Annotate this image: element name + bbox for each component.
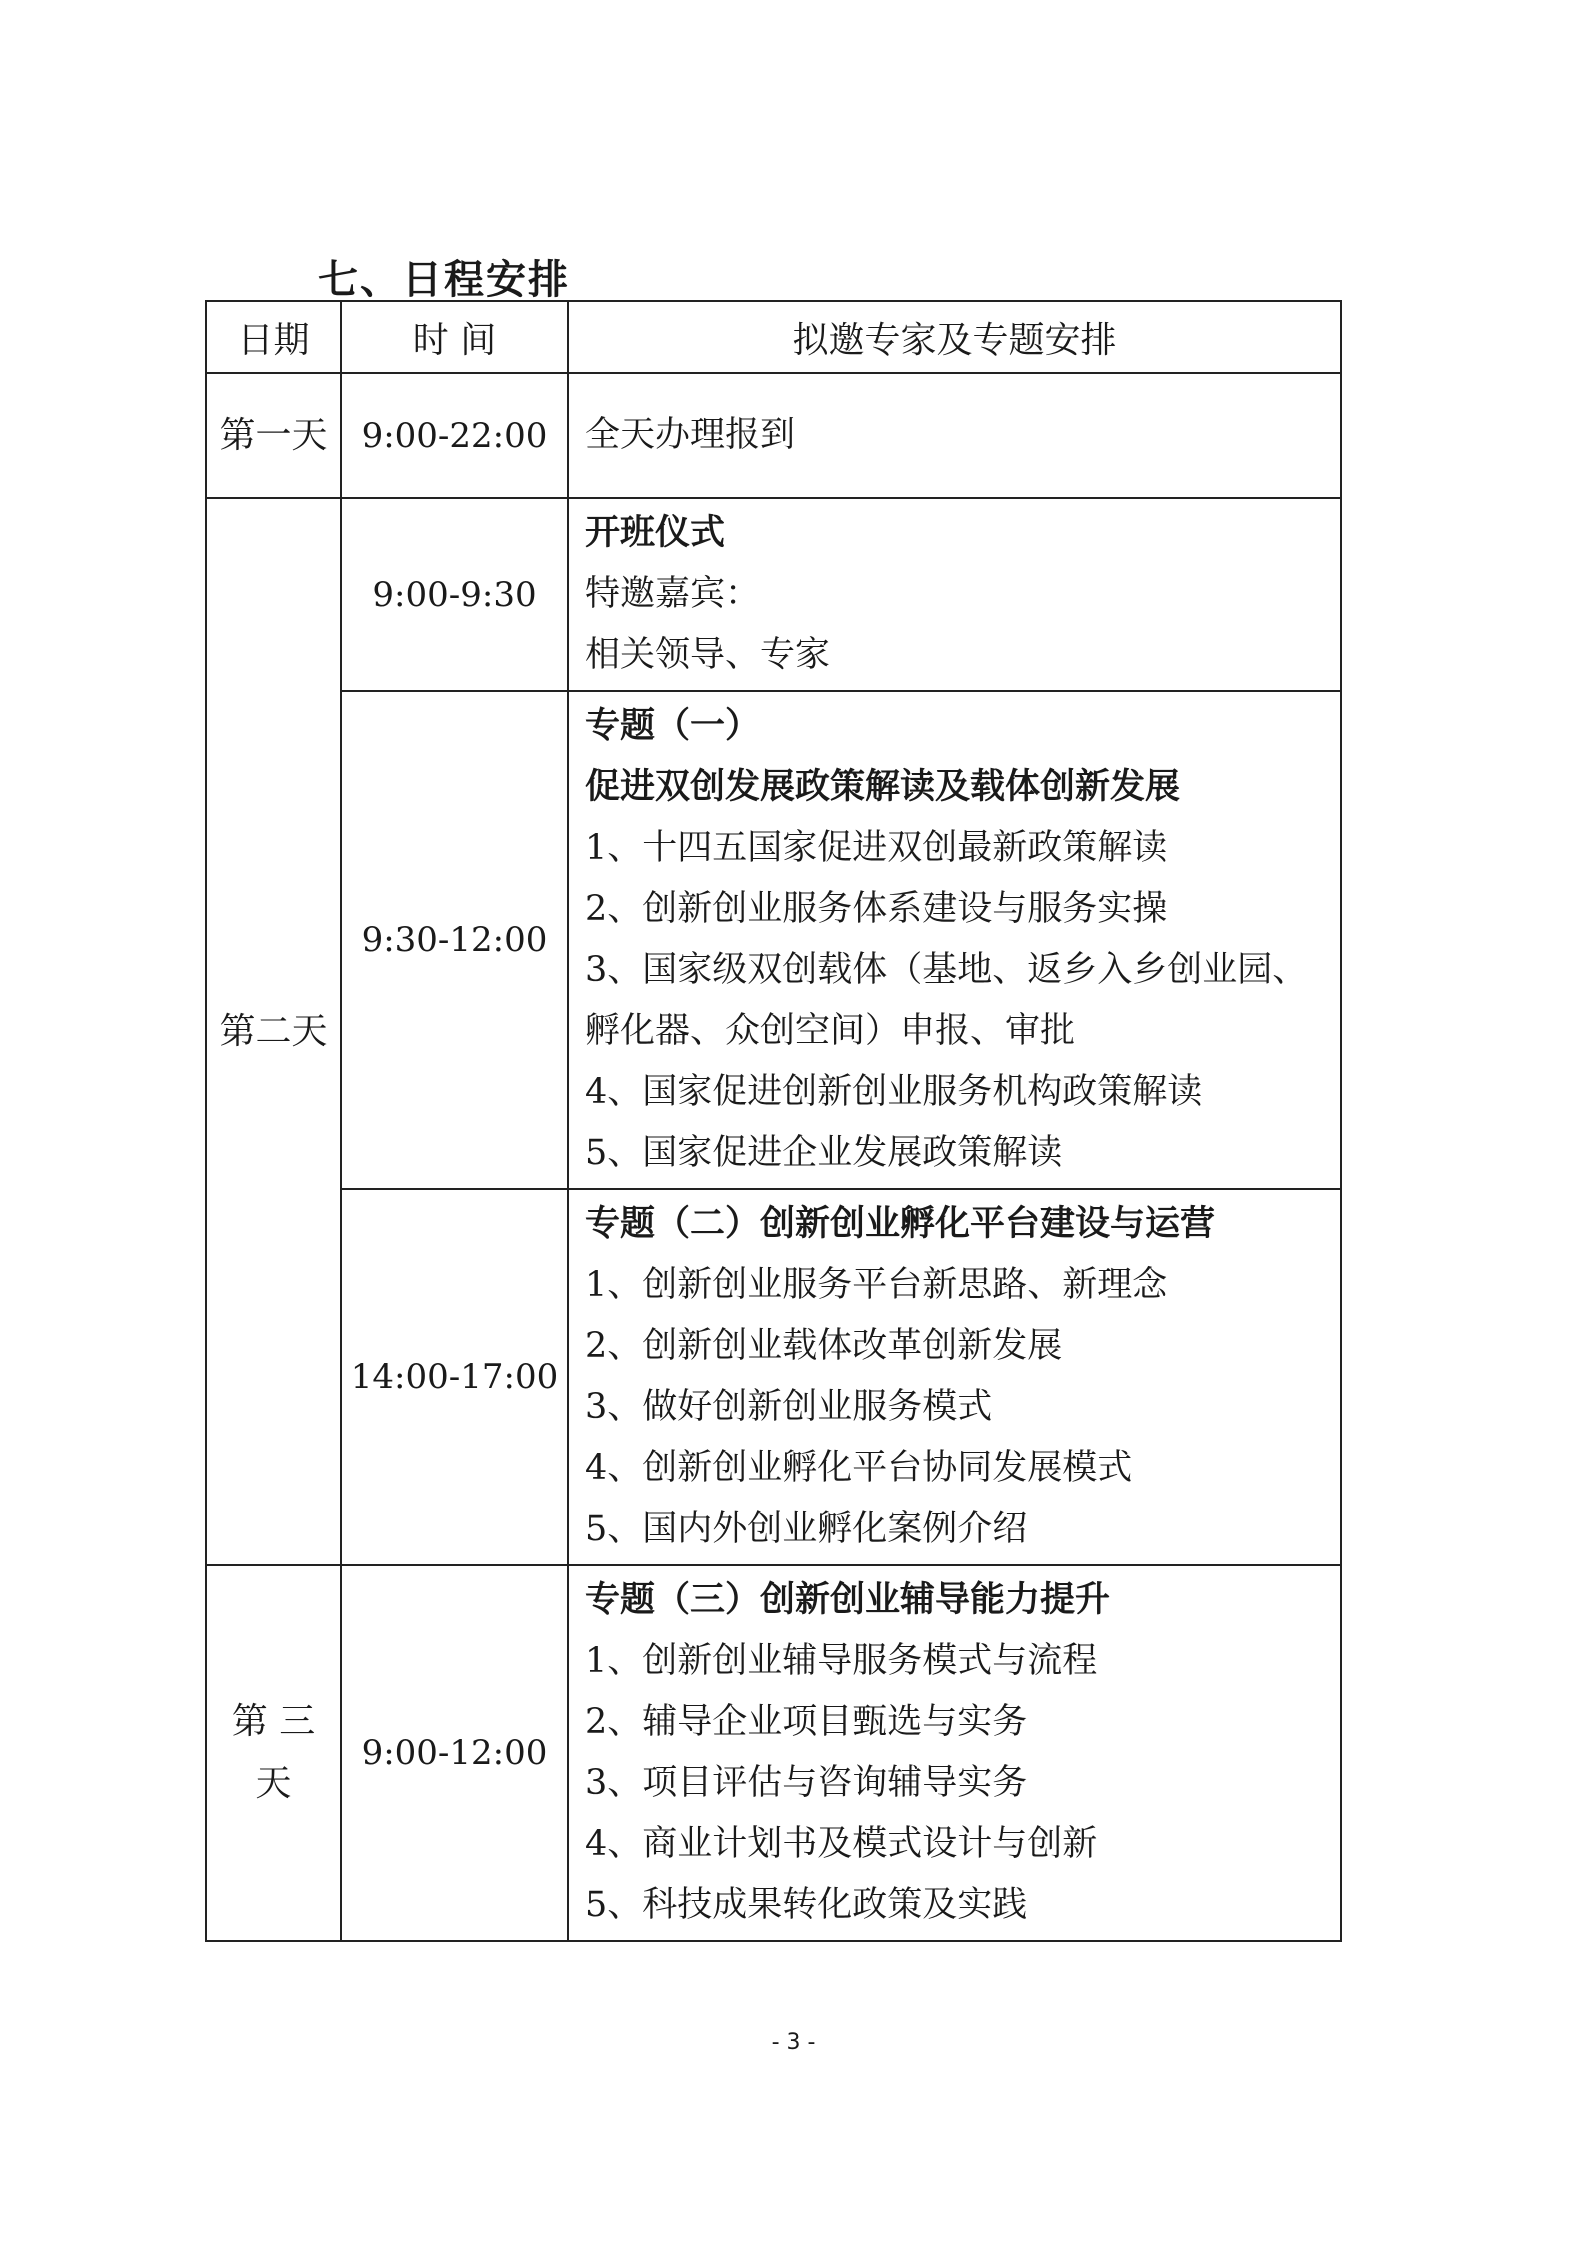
schedule-table — [205, 300, 1342, 1942]
schedule-body — [206, 373, 1341, 1941]
schedule-row — [206, 1189, 1341, 1565]
session-content-cell — [568, 373, 1341, 498]
session-item: 5、科技成果转化政策及实践 — [585, 1885, 1028, 1925]
session-content-cell — [568, 1189, 1341, 1565]
session-content-cell — [568, 1565, 1341, 1941]
session-item: 3、项目评估与咨询辅导实务 — [585, 1763, 1028, 1803]
session-topic-title: 专题（三）创新创业辅导能力提升 — [585, 1580, 1111, 1620]
time-cell: 9:00-12:00 — [341, 1565, 568, 1941]
session-item: 2、创新创业服务体系建设与服务实操 — [585, 889, 1168, 929]
session-content-cell — [568, 498, 1341, 691]
session-topic-title: 开班仪式 — [585, 513, 726, 553]
time-cell: 14:00-17:00 — [341, 1189, 568, 1565]
time-cell: 9:30-12:00 — [341, 691, 568, 1189]
session-item: 1、创新创业辅导服务模式与流程 — [585, 1641, 1098, 1681]
page-number: - 3 - — [771, 2030, 816, 2055]
day-cell: 第二天 — [206, 498, 341, 1565]
day-cell: 第 三天 — [206, 1565, 341, 1941]
schedule-row — [206, 1565, 1341, 1941]
session-item: 2、辅导企业项目甄选与实务 — [585, 1702, 1028, 1742]
section-title: 七、日程安排 — [318, 257, 570, 303]
time-cell: 9:00-9:30 — [341, 498, 568, 691]
schedule-row — [206, 498, 1341, 691]
session-item: 特邀嘉宾： — [585, 574, 761, 614]
table-header-row — [206, 301, 1341, 373]
time-cell: 9:00-22:00 — [341, 373, 568, 498]
session-item: 1、创新创业服务平台新思路、新理念 — [585, 1265, 1168, 1305]
header-content: 拟邀专家及专题安排 — [568, 301, 1341, 373]
schedule-row — [206, 373, 1341, 498]
header-time: 时 间 — [341, 301, 568, 373]
session-item: 相关领导、专家 — [585, 635, 831, 675]
session-item: 1、十四五国家促进双创最新政策解读 — [585, 828, 1168, 868]
header-date: 日期 — [206, 301, 341, 373]
session-item: 5、国家促进企业发展政策解读 — [585, 1133, 1063, 1173]
day-cell: 第一天 — [206, 373, 341, 498]
session-item: 孵化器、众创空间）申报、审批 — [585, 1011, 1076, 1051]
session-item: 2、创新创业载体改革创新发展 — [585, 1326, 1063, 1366]
session-item: 4、国家促进创新创业服务机构政策解读 — [585, 1072, 1203, 1112]
session-topic-title: 专题（二）创新创业孵化平台建设与运营 — [585, 1204, 1216, 1244]
session-item: 全天办理报到 — [585, 415, 796, 455]
session-item: 4、商业计划书及模式设计与创新 — [585, 1824, 1098, 1864]
session-topic-title: 促进双创发展政策解读及载体创新发展 — [585, 767, 1181, 807]
session-content-cell — [568, 691, 1341, 1189]
session-topic-title: 专题（一） — [585, 706, 761, 746]
schedule-row — [206, 691, 1341, 1189]
session-item: 3、国家级双创载体（基地、返乡入乡创业园、 — [585, 950, 1308, 990]
session-item: 5、国内外创业孵化案例介绍 — [585, 1509, 1028, 1549]
session-item: 3、做好创新创业服务模式 — [585, 1387, 993, 1427]
session-item: 4、创新创业孵化平台协同发展模式 — [585, 1448, 1133, 1488]
